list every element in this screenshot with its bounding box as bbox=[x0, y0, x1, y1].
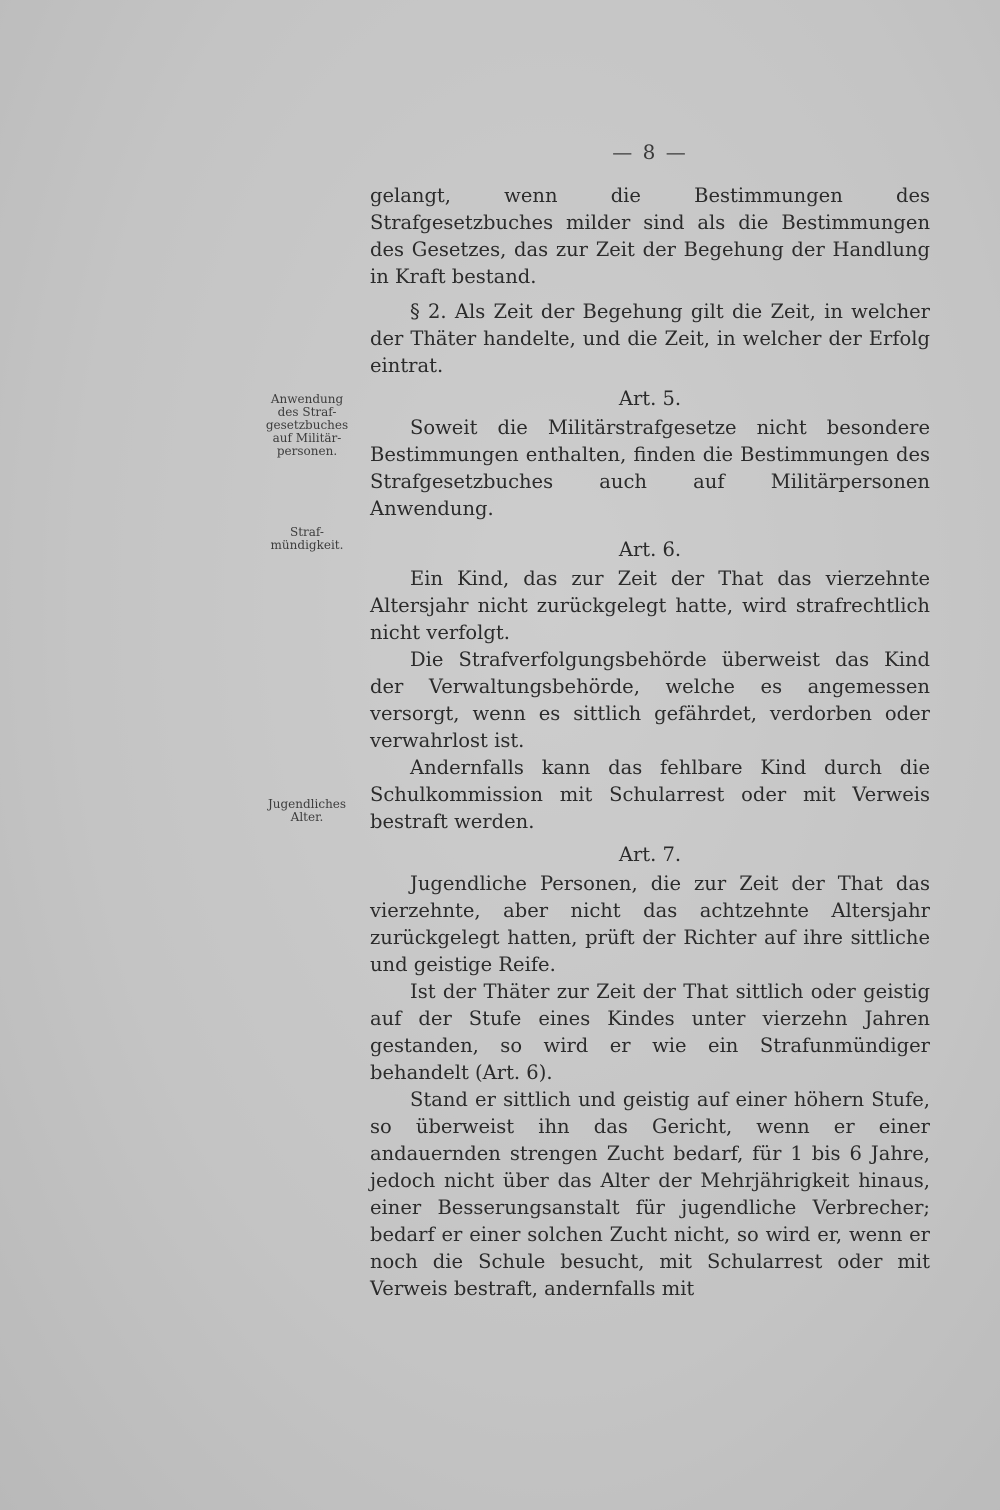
margin-note-line: Anwendung bbox=[270, 392, 344, 406]
article-5-paragraph: Soweit die Militärstrafgesetze nicht besondere Bestimmungen enthalten, finden die Bestimmungen des Strafgesetzbuches auch auf Militärpersonen Anwendung. bbox=[370, 416, 930, 520]
page-number: — 8 — bbox=[612, 140, 688, 164]
article-7-paragraph-3: Stand er sittlich und geistig auf einer höhern Stufe, so überweist ihn das Gericht, wenn er einer andauernden strengen Zucht bedarf, für 1 bis 6 Jahre, jedoch nicht über das Alter der Mehrjährigkeit hinaus, einer Besserungsanstalt für jugendliche Verbrecher; bedarf er einer solchen Zucht nicht, so wird er, wenn er noch die Schule besucht, mit Schularrest oder mit Verweis bestraft, andernfalls mit bbox=[370, 1088, 930, 1300]
margin-note-anwendung bbox=[252, 393, 362, 458]
margin-note-line: mündigkeit. bbox=[270, 538, 344, 552]
margin-note-line: Straf- bbox=[289, 525, 324, 539]
margin-note-line: auf Militär- bbox=[272, 431, 342, 445]
margin-note-line: gesetzbuches bbox=[265, 418, 349, 432]
margin-note-jugendliches-alter bbox=[252, 798, 362, 824]
article-6-heading: Art. 6. bbox=[618, 538, 682, 561]
article-7-heading: Art. 7. bbox=[618, 843, 682, 866]
article-7-paragraph-2: Ist der Thäter zur Zeit der That sittlich oder geistig auf der Stufe eines Kindes unter vierzehn Jahren gestanden, so wird er wie ein Strafunmündiger behandelt (Art. 6). bbox=[370, 980, 930, 1084]
article-6-paragraph-2: Die Strafverfolgungsbehörde überweist das Kind der Verwaltungsbehörde, welche es angemessen versorgt, wenn es sittlich gefährdet, verdorben oder verwahrlost ist. bbox=[370, 648, 930, 752]
margin-note-line: Jugendliches bbox=[267, 797, 347, 811]
article-6-paragraph-1: Ein Kind, das zur Zeit der That das vierzehnte Altersjahr nicht zurückgelegt hatte, wird strafrechtlich nicht verfolgt. bbox=[370, 567, 930, 644]
margin-note-line: personen. bbox=[276, 444, 338, 458]
margin-note-strafmuendigkeit bbox=[252, 526, 362, 552]
article-5-heading: Art. 5. bbox=[618, 387, 682, 410]
article-6-paragraph-3: Andernfalls kann das fehlbare Kind durch die Schulkommission mit Schularrest oder mit Verweis bestraft werden. bbox=[370, 756, 930, 833]
margin-note-line: Alter. bbox=[290, 810, 324, 824]
margin-note-line: des Straf- bbox=[277, 405, 337, 419]
body-text bbox=[370, 182, 930, 1302]
paragraph-continued: gelangt, wenn die Bestimmungen des Strafgesetzbuches milder sind als die Bestimmungen des Gesetzes, das zur Zeit der Begehung der Handlung in Kraft bestand. bbox=[370, 184, 930, 288]
paragraph-section-2: § 2. Als Zeit der Begehung gilt die Zeit, in welcher der Thäter handelte, und die Zeit, in welcher der Erfolg eintrat. bbox=[370, 300, 930, 377]
article-7-paragraph-1: Jugendliche Personen, die zur Zeit der That das vierzehnte, aber nicht das achtzehnte Altersjahr zurückgelegt hatten, prüft der Richter auf ihre sittliche und geistige Reife. bbox=[370, 872, 930, 976]
